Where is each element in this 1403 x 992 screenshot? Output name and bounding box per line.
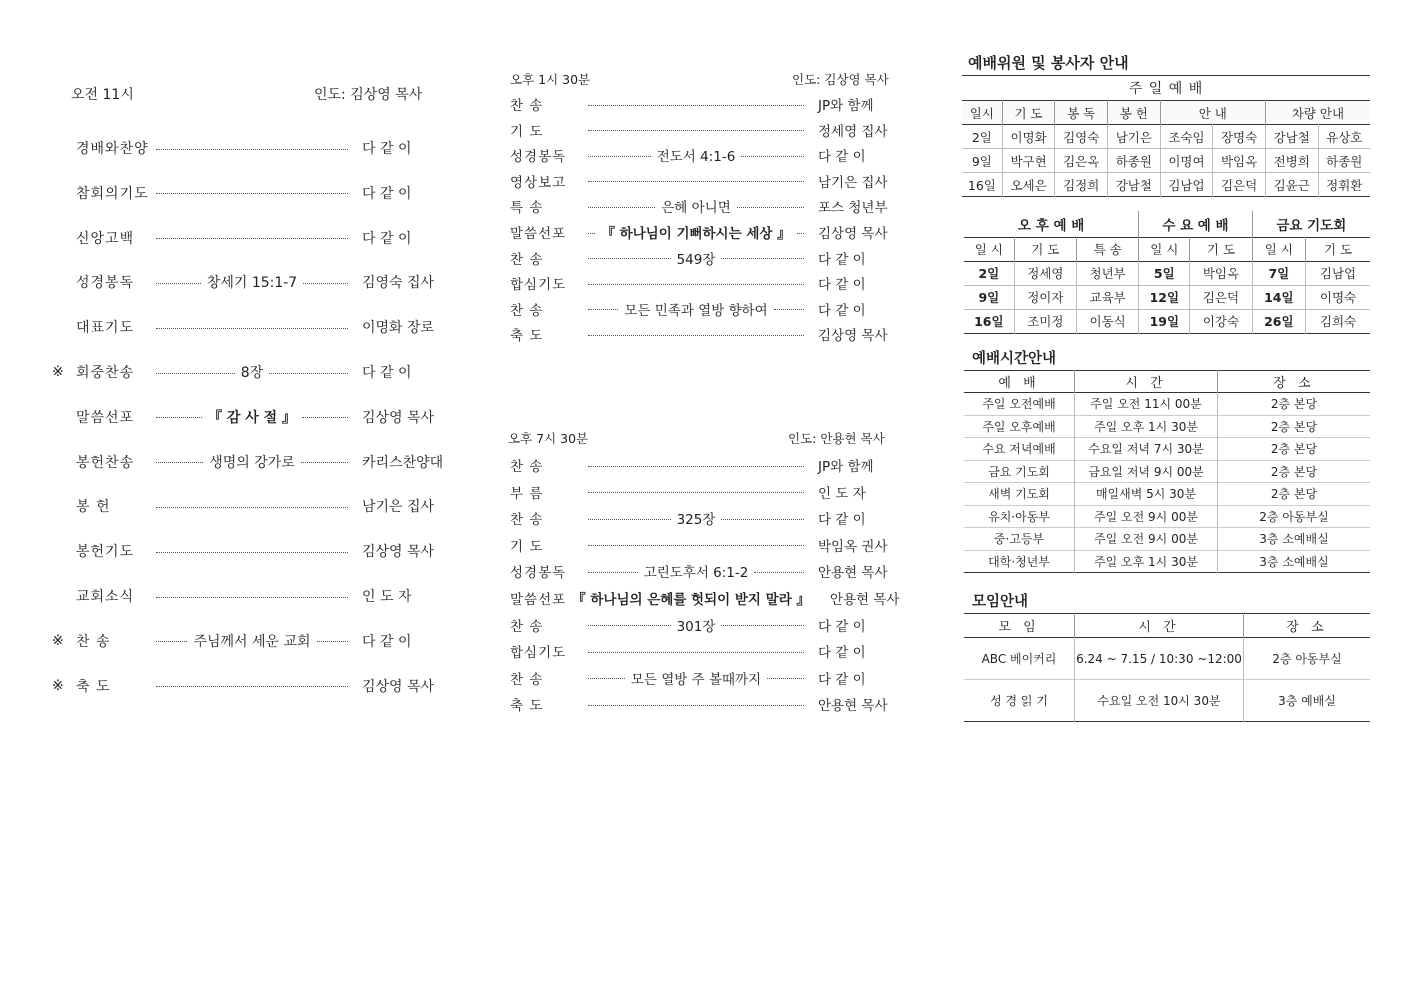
staff-header-cell: 차량 안내 — [1291, 105, 1345, 121]
dotted-leader — [588, 678, 625, 679]
staff-cell: 김은옥 — [1055, 149, 1108, 173]
order-row — [52, 407, 442, 427]
order-row — [510, 535, 890, 555]
staff-header-cell: 안 내 — [1160, 101, 1265, 125]
dotted-leader — [156, 193, 348, 194]
order-row — [52, 496, 442, 516]
dotted-leader — [588, 130, 804, 131]
order-row — [52, 317, 442, 337]
order-row — [510, 145, 890, 165]
order-detail: 『 감 사 절 』 — [207, 409, 297, 426]
order-label: 말씀선포 — [510, 226, 567, 242]
order-row — [510, 641, 890, 661]
order-mark: ※ — [52, 632, 64, 649]
order-person: JP와 함께 — [818, 459, 874, 475]
dotted-leader — [588, 625, 671, 626]
dotted-leader — [721, 625, 804, 626]
dotted-leader — [588, 652, 804, 653]
order-label: 교회소식 — [76, 589, 135, 605]
order-person: 다 같 이 — [818, 251, 866, 268]
order-person: 정세영 집사 — [818, 123, 888, 140]
weekday-group-row — [964, 211, 1370, 237]
staff-cell: 남기은 — [1108, 125, 1161, 149]
order-label: 찬 송 — [510, 459, 544, 475]
dotted-leader — [754, 572, 804, 573]
order-row — [510, 508, 890, 528]
order-row — [510, 694, 890, 714]
weekday-group-title: 오 후 예 배 — [964, 211, 1139, 237]
order-person: 김영숙 집사 — [362, 275, 435, 292]
weekday-cell: 이명숙 — [1319, 290, 1357, 305]
dotted-leader — [797, 233, 804, 234]
weekday-cell: 이강숙 — [1190, 309, 1252, 333]
weekday-header-cell: 특 송 — [1076, 237, 1138, 261]
dotted-leader — [156, 686, 348, 687]
dotted-leader — [588, 309, 618, 310]
order-person: 김상영 목사 — [362, 678, 435, 695]
order-label: 찬 송 — [510, 618, 544, 635]
schedule-row — [964, 393, 1370, 416]
schedule-cell: 2층 본당 — [1270, 464, 1318, 479]
weekday-header-cell: 일 시 — [964, 237, 1014, 261]
order-label: 봉헌찬송 — [76, 454, 135, 471]
order-label: 기 도 — [510, 123, 544, 140]
dotted-leader — [156, 417, 202, 418]
order-row — [510, 588, 900, 608]
schedule-cell: 주일 오전 9시 00분 — [1075, 505, 1218, 528]
dotted-leader — [737, 207, 804, 208]
weekday-row — [964, 309, 1370, 333]
dotted-leader — [302, 417, 348, 418]
order-row — [52, 586, 442, 606]
order-person: 김상영 목사 — [818, 226, 888, 242]
order-detail: 325장 — [676, 512, 716, 529]
dotted-leader — [156, 597, 348, 598]
dotted-leader — [156, 238, 348, 239]
schedule-cell: 수요일 저녁 7시 30분 — [1075, 438, 1218, 461]
weekday-cell: 조미정 — [1014, 309, 1076, 333]
schedule-cell: 유치·아동부 — [964, 505, 1075, 528]
order-person: 남기은 집사 — [818, 174, 888, 191]
weekday-cell: 청년부 — [1076, 261, 1138, 285]
order-person: 카리스찬양대 — [362, 454, 444, 471]
order-mark: ※ — [52, 677, 64, 694]
schedule-header-cell: 시 간 — [1075, 371, 1218, 393]
order-row — [510, 120, 890, 140]
schedule-cell: 주일 오전예배 — [964, 393, 1075, 416]
order-person: 김상영 목사 — [362, 409, 435, 426]
order-row — [510, 561, 890, 581]
order-person: 박임옥 권사 — [818, 538, 888, 555]
order-person: 다 같 이 — [362, 365, 412, 381]
afternoon-time: 오후 1시 30분 — [510, 72, 591, 87]
order-label: 대표기도 — [76, 320, 135, 337]
dotted-leader — [588, 545, 804, 546]
order-person: 다 같 이 — [818, 277, 866, 294]
order-detail: 창세기 15:1-7 — [206, 275, 298, 292]
staff-header-cell: 일시 — [962, 101, 1002, 125]
staff-cell: 9일 — [962, 149, 1002, 173]
dotted-leader — [156, 373, 235, 374]
order-person: 김상영 목사 — [362, 544, 435, 561]
staff-cell: 16일 — [962, 173, 1002, 197]
order-row — [52, 541, 442, 561]
order-label: 말씀선포 — [510, 592, 567, 608]
weekday-cell: 9일 — [964, 285, 1014, 309]
order-row — [510, 299, 890, 319]
weekday-cell: 5일 — [1139, 261, 1190, 285]
evening-leader: 인도: 안용현 목사 — [788, 431, 885, 446]
order-detail: 모든 열방 주 볼때까지 — [630, 671, 762, 688]
meetings-header-cell: 시 간 — [1075, 614, 1244, 638]
staff-row — [962, 173, 1370, 197]
staff-cell: 정휘환 — [1326, 177, 1363, 193]
order-label: 찬 송 — [510, 98, 544, 114]
order-label: 찬 송 — [510, 302, 544, 319]
order-label: 찬 송 — [510, 671, 544, 688]
dotted-leader — [588, 492, 804, 493]
dotted-leader — [156, 283, 201, 284]
weekday-group-title: 수 요 예 배 — [1139, 211, 1252, 237]
order-row — [52, 676, 442, 696]
morning-time: 오전 11시 — [71, 87, 134, 103]
weekday-header-row — [964, 237, 1370, 261]
meetings-cell: 2층 아동부실 — [1272, 652, 1342, 666]
dotted-leader — [588, 705, 804, 706]
order-row — [52, 138, 442, 158]
order-label: 말씀선포 — [76, 409, 135, 426]
meetings-cell: 수요일 오전 10시 30분 — [1075, 680, 1244, 722]
order-row — [510, 248, 890, 268]
schedule-cell: 주일 오전 9시 00분 — [1075, 528, 1218, 551]
order-label: 봉헌기도 — [76, 544, 135, 561]
weekday-cell: 박임옥 — [1190, 261, 1252, 285]
schedule-cell: 새벽 기도회 — [964, 483, 1075, 506]
schedule-cell: 주일 오후 1시 30분 — [1075, 550, 1218, 573]
order-person: 다 같 이 — [362, 185, 412, 202]
schedule-cell: 금요일 저녁 9시 00분 — [1075, 460, 1218, 483]
meetings-row — [964, 638, 1370, 680]
order-detail: 301장 — [676, 618, 716, 635]
schedule-header-cell: 장 소 — [1273, 376, 1315, 391]
order-person: 다 같 이 — [362, 633, 412, 650]
order-row — [510, 222, 890, 242]
order-row — [52, 362, 442, 382]
staff-header-cell: 봉 독 — [1055, 101, 1108, 125]
order-person: 인 도 자 — [818, 485, 866, 502]
dotted-leader — [588, 181, 804, 182]
afternoon-leader: 인도: 김상영 목사 — [792, 72, 889, 87]
schedule-cell: 2층 본당 — [1270, 397, 1318, 412]
order-person: 다 같 이 — [818, 645, 866, 662]
staff-cell: 전병희 — [1265, 149, 1318, 173]
staff-row — [962, 125, 1370, 149]
schedule-row — [964, 505, 1370, 528]
order-label: 찬 송 — [510, 512, 544, 529]
staff-cell: 2일 — [962, 125, 1002, 149]
order-person: 남기은 집사 — [362, 499, 435, 516]
dotted-leader — [588, 156, 651, 157]
staff-row — [962, 149, 1370, 173]
dotted-leader — [588, 207, 655, 208]
order-row — [52, 228, 442, 248]
meetings-cell: 3층 예배실 — [1278, 694, 1336, 708]
order-person: 다 같 이 — [818, 671, 866, 688]
order-label: 축 도 — [76, 678, 111, 695]
schedule-title: 예배시간안내 — [972, 351, 1057, 367]
schedule-cell: 대학·청년부 — [964, 550, 1075, 573]
order-label: 축 도 — [510, 328, 544, 345]
staff-cell: 김윤근 — [1265, 173, 1318, 197]
schedule-row — [964, 415, 1370, 438]
staff-cell: 김남업 — [1160, 173, 1213, 197]
staff-cell: 김은덕 — [1213, 173, 1266, 197]
schedule-row — [964, 438, 1370, 461]
dotted-leader — [774, 309, 804, 310]
weekday-cell: 7일 — [1252, 261, 1305, 285]
staff-cell: 오세은 — [1002, 173, 1055, 197]
staff-cell: 강남철 — [1108, 173, 1161, 197]
weekday-cell: 19일 — [1139, 309, 1190, 333]
order-person: 다 같 이 — [362, 230, 412, 247]
order-person: 다 같 이 — [818, 149, 866, 166]
weekday-header-cell: 기 도 — [1014, 237, 1076, 261]
schedule-cell: 금요 기도회 — [964, 460, 1075, 483]
order-row — [510, 171, 890, 191]
order-row — [510, 482, 890, 502]
order-label: 합심기도 — [510, 277, 567, 294]
order-person: 안용현 목사 — [818, 698, 888, 715]
schedule-header-cell: 예 배 — [964, 371, 1075, 393]
order-label: 회중찬송 — [76, 365, 135, 381]
order-person: 이명화 장로 — [362, 320, 435, 337]
schedule-row — [964, 483, 1370, 506]
sunday-title: 주 일 예 배 — [1128, 81, 1204, 97]
staff-cell: 박구현 — [1002, 149, 1055, 173]
dotted-leader — [588, 233, 595, 234]
dotted-leader — [588, 335, 804, 336]
meetings-table — [964, 613, 1370, 722]
schedule-cell: 2층 아동부실 — [1259, 509, 1329, 524]
order-person: 안용현 목사 — [818, 565, 888, 582]
weekday-cell: 정이자 — [1014, 285, 1076, 309]
dotted-leader — [156, 507, 348, 508]
meetings-title: 모임안내 — [972, 594, 1029, 610]
order-row — [52, 631, 442, 651]
weekday-cell: 교육부 — [1076, 285, 1138, 309]
schedule-row — [964, 550, 1370, 573]
order-label: 참회의기도 — [76, 185, 149, 202]
staff-header-cell: 기 도 — [1002, 101, 1055, 125]
schedule-cell: 중·고등부 — [964, 528, 1075, 551]
dotted-leader — [156, 462, 203, 463]
dotted-leader — [156, 641, 187, 642]
dotted-leader — [156, 328, 348, 329]
dotted-leader — [741, 156, 804, 157]
order-label: 합심기도 — [510, 645, 567, 662]
staff-cell: 김영숙 — [1055, 125, 1108, 149]
schedule-cell: 주일 오후 1시 30분 — [1075, 415, 1218, 438]
order-label: 기 도 — [510, 538, 544, 555]
schedule-cell: 2층 본당 — [1270, 419, 1318, 434]
order-label: 찬 송 — [510, 251, 544, 268]
schedule-cell: 2층 본당 — [1270, 487, 1318, 502]
meetings-row — [964, 680, 1370, 722]
order-row — [52, 183, 442, 203]
weekday-row — [964, 285, 1370, 309]
staff-cell: 조숙임 — [1160, 125, 1213, 149]
dotted-leader — [317, 641, 348, 642]
weekday-row — [964, 261, 1370, 285]
order-label: 성경봉독 — [76, 275, 135, 292]
weekday-cell: 2일 — [964, 261, 1014, 285]
weekday-cell: 김남업 — [1319, 266, 1357, 281]
order-label: 신앙고백 — [76, 230, 135, 247]
staff-cell: 이명화 — [1002, 125, 1055, 149]
weekday-cell: 14일 — [1252, 285, 1305, 309]
weekday-cell: 김희숙 — [1319, 314, 1357, 329]
schedule-table — [964, 370, 1370, 573]
schedule-cell: 3층 소예배실 — [1259, 532, 1329, 547]
order-detail: 생명의 강가로 — [209, 454, 295, 471]
order-detail: 『 하나님의 은혜를 헛되이 받지 말라 』 — [572, 592, 810, 608]
staff-cell: 박임옥 — [1213, 149, 1266, 173]
order-label: 경배와찬양 — [76, 141, 149, 157]
weekday-cell: 정세영 — [1014, 261, 1076, 285]
staff-header-cell: 봉 헌 — [1108, 101, 1161, 125]
order-detail: 『 하나님이 기뻐하시는 세상 』 — [601, 226, 791, 242]
dotted-leader — [588, 284, 804, 285]
order-detail: 은혜 아니면 — [661, 200, 731, 217]
order-person: 김상영 목사 — [818, 328, 888, 345]
weekday-cell: 12일 — [1139, 285, 1190, 309]
staff-cell: 장명숙 — [1213, 125, 1266, 149]
schedule-cell: 주일 오전 11시 00분 — [1075, 393, 1218, 416]
order-label: 부 름 — [510, 485, 544, 502]
order-row — [510, 324, 890, 344]
dotted-leader — [588, 572, 638, 573]
weekday-cell: 이동식 — [1076, 309, 1138, 333]
staff-title: 예배위원 및 봉사자 안내 — [968, 54, 1129, 72]
meetings-cell: 성 경 읽 기 — [964, 680, 1075, 722]
order-person: 안용현 목사 — [829, 592, 900, 608]
dotted-leader — [588, 258, 671, 259]
weekday-cell: 26일 — [1252, 309, 1305, 333]
order-person: 포스 청년부 — [818, 200, 888, 217]
order-label: 봉 헌 — [76, 499, 111, 516]
weekday-cell: 16일 — [964, 309, 1014, 333]
schedule-cell: 주일 오후예배 — [964, 415, 1075, 438]
dotted-leader — [721, 258, 804, 259]
order-person: JP와 함께 — [818, 98, 874, 114]
morning-leader: 인도: 김상영 목사 — [314, 87, 423, 103]
order-row — [510, 668, 890, 688]
weekday-header-cell: 일 시 — [1252, 237, 1305, 261]
order-label: 성경봉독 — [510, 565, 567, 582]
order-row — [510, 615, 890, 635]
dotted-leader — [303, 283, 348, 284]
weekday-header-cell: 일 시 — [1139, 237, 1190, 261]
order-person: 다 같 이 — [818, 512, 866, 529]
order-detail: 549장 — [676, 251, 716, 268]
schedule-row — [964, 528, 1370, 551]
dotted-leader — [588, 105, 804, 106]
staff-cell: 이명여 — [1160, 149, 1213, 173]
dotted-leader — [269, 373, 348, 374]
order-person: 다 같 이 — [818, 618, 866, 635]
order-label: 축 도 — [510, 698, 544, 715]
evening-time: 오후 7시 30분 — [508, 431, 589, 446]
order-detail: 모든 민족과 열방 향하여 — [624, 302, 768, 319]
meetings-header-row — [964, 614, 1370, 638]
order-label: 영상보고 — [510, 174, 567, 191]
staff-header-row — [962, 101, 1370, 125]
schedule-cell: 2층 본당 — [1270, 442, 1318, 457]
weekday-header-cell: 기 도 — [1190, 237, 1252, 261]
order-label: 찬 송 — [76, 633, 111, 650]
order-row — [510, 196, 890, 216]
order-row — [52, 452, 442, 472]
staff-cell: 하종원 — [1108, 149, 1161, 173]
dotted-leader — [721, 519, 804, 520]
order-detail: 8장 — [240, 365, 264, 381]
weekday-cell: 김은덕 — [1190, 285, 1252, 309]
schedule-header-row — [964, 371, 1370, 393]
schedule-cell: 매일새벽 5시 30분 — [1075, 483, 1218, 506]
staff-cell: 김정희 — [1055, 173, 1108, 197]
staff-cell: 강남철 — [1265, 125, 1318, 149]
weekday-table — [964, 211, 1370, 334]
dotted-leader — [588, 519, 671, 520]
meetings-header-cell: 장 소 — [1286, 620, 1328, 635]
meetings-header-cell: 모 임 — [964, 614, 1075, 638]
order-detail: 고린도후서 6:1-2 — [643, 565, 749, 582]
dotted-leader — [301, 462, 348, 463]
weekday-group-title: 금요 기도회 — [1276, 217, 1347, 234]
order-label: 성경봉독 — [510, 149, 567, 166]
order-person: 인 도 자 — [362, 589, 412, 605]
dotted-leader — [767, 678, 804, 679]
meetings-cell: 6.24 ~ 7.15 / 10:30 ~12:00 — [1075, 638, 1244, 680]
schedule-cell: 수요 저녁예배 — [964, 438, 1075, 461]
order-person: 다 같 이 — [818, 302, 866, 319]
meetings-cell: ABC 베이커리 — [964, 638, 1075, 680]
dotted-leader — [156, 149, 348, 150]
order-detail: 전도서 4:1-6 — [656, 149, 736, 166]
weekday-header-cell: 기 도 — [1323, 242, 1353, 257]
dotted-leader — [588, 466, 804, 467]
staff-table — [962, 75, 1370, 197]
order-label: 특 송 — [510, 200, 544, 217]
order-person: 다 같 이 — [362, 141, 412, 157]
order-row — [510, 273, 890, 293]
order-row — [52, 272, 442, 292]
staff-cell: 하종원 — [1326, 153, 1363, 169]
order-detail: 주님께서 세운 교회 — [193, 633, 311, 650]
order-mark: ※ — [52, 364, 64, 380]
order-row — [510, 94, 890, 114]
order-row — [510, 455, 890, 475]
staff-cell: 유상호 — [1326, 129, 1363, 145]
schedule-cell: 3층 소예배실 — [1259, 554, 1329, 569]
schedule-row — [964, 460, 1370, 483]
dotted-leader — [156, 552, 348, 553]
